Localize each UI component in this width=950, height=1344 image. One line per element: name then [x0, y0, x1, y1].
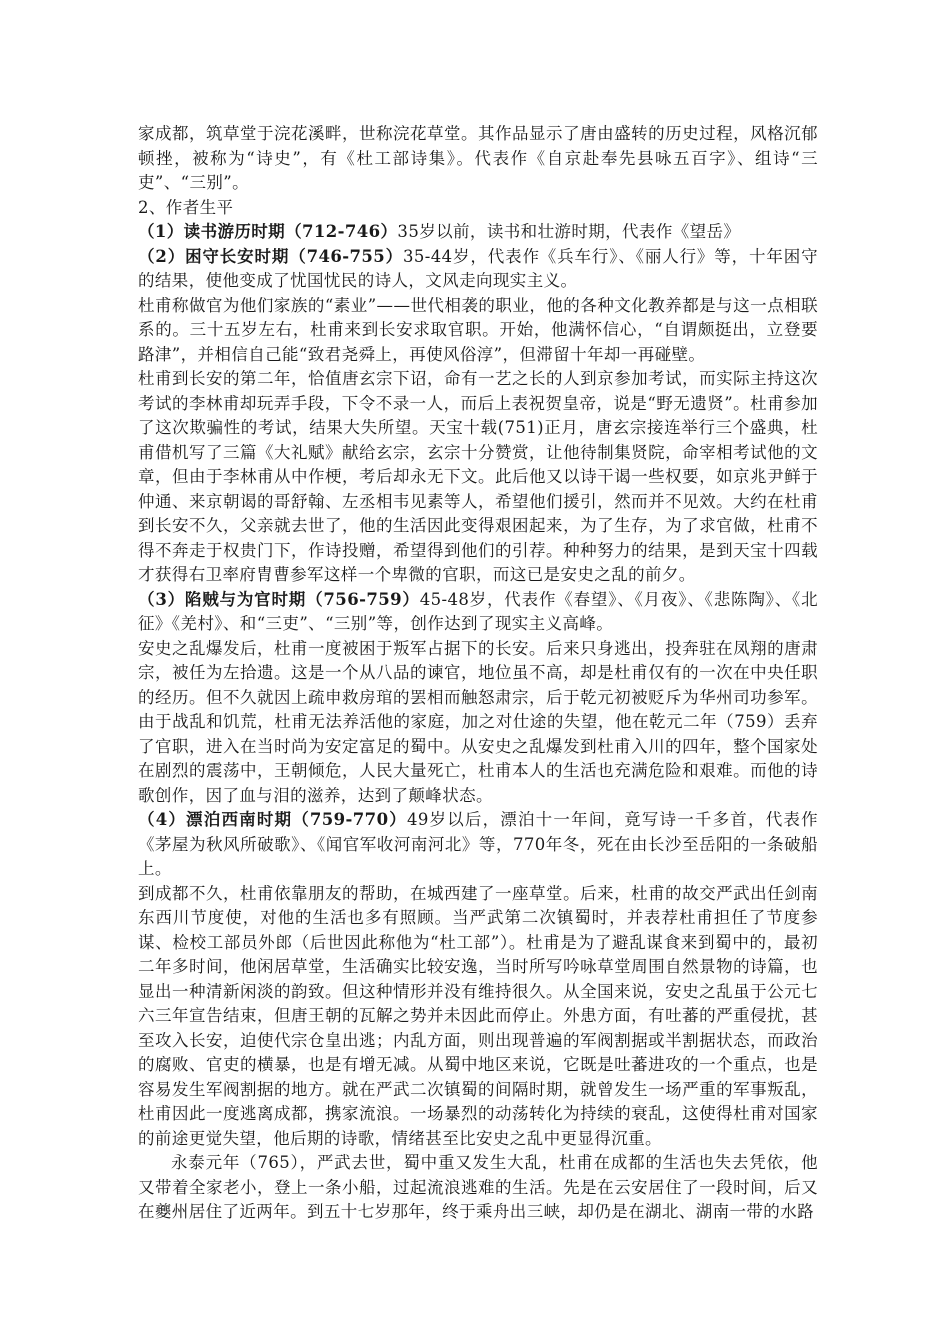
document-page [138, 122, 818, 1225]
paragraph-yongtai: 永泰元年（765），严武去世，蜀中重又发生大乱，杜甫在成都的生活也失去凭依，他又带着全家老小，登上一条小船，过起流浪逃难的生活。先是在云安居住了一段时间，后又在夔州居住了近两年。到五十七岁那年，终于乘舟出三峡，却仍是在湖北、湖南一带的水路 [138, 1153, 818, 1221]
paragraph-chengdu: 到成都不久，杜甫依靠朋友的帮助，在城西建了一座草堂。后来，杜甫的故交严武出任剑南东西川节度使，对他的生活也多有照顾。当严武第二次镇蜀时，并表荐杜甫担任了节度参谋、检校工部员外郎（后世因此称他为“杜工部”）。杜甫是为了避乱谋食来到蜀中的，最初二年多时间，他闲居草堂，生活确实比较安逸，当时所写吟咏草堂周围自然景物的诗篇，也显出一种清新闲淡的韵致。但这种情形并没有维持很久。从全国来说，安史之乱虽于公元七六三年宣告结束，但唐王朝的瓦解之势并未因此而停止。外患方面，有吐蕃的严重侵扰，甚至攻入长安，迫使代宗仓皇出逃；内乱方面，则出现普遍的军阀割据或半割据状态，而政治的腐败、官吏的横暴，也是有增无减。从蜀中地区来说，它既是吐蕃进攻的一个重点，也是容易发生军阀割据的地方。就在严武二次镇蜀的间隔时期，就曾发生一场严重的军事叛乱，杜甫因此一度逃离成都，携家流浪。一场暴烈的动荡转化为持续的衰乱，这使得杜甫对国家的前途更觉失望，他后期的诗歌，情绪甚至比安史之乱中更显得沉重。 [138, 883, 818, 1148]
period-4-text: 49岁以后，漂泊十一年间，竟写诗一千多首，代表作《茅屋为秋风所破歌》、《闻官军收河南河北》等，770年冬，死在由长沙至岳阳的一条破船上。 [138, 810, 818, 878]
paragraph-anshi-rebellion: 安史之乱爆发后，杜甫一度被困于叛军占据下的长安。后来只身逃出，投奔驻在凤翔的唐肃宗，被任为左拾遗。这是一个从八品的谏官，地位虽不高，却是杜甫仅有的一次在中央任职的经历。但不久就因上疏申救房琯的罢相而触怒肃宗，后于乾元初被贬斥为华州司功参军。由于战乱和饥荒，杜甫无法养活他的家庭，加之对仕途的失望，他在乾元二年（759）丢弃了官职，进入在当时尚为安定富足的蜀中。从安史之乱爆发到杜甫入川的四年，整个国家处在剧烈的震荡中，王朝倾危，人民大量死亡，杜甫本人的生活也充满危险和艰难。而他的诗歌创作，因了血与泪的滋养，达到了颠峰状态。 [138, 638, 818, 805]
period-2-paragraph [138, 245, 818, 294]
period-1-text: 35岁以前，读书和壮游时期，代表作《望岳》 [397, 222, 741, 241]
section-heading-author-life: 2、作者生平 [138, 197, 234, 217]
period-1-title: （1）读书游历时期（712-746） [138, 222, 398, 241]
period-4-title: （4）漂泊西南时期（759-770） [138, 810, 407, 829]
period-3-text: 45-48岁，代表作《春望》、《月夜》、《悲陈陶》、《北征》《羌村》、和“三吏”、“三别”等，创作达到了现实主义高峰。 [138, 589, 818, 633]
paragraph-family-career: 杜甫称做官为他们家族的“素业”——世代相袭的职业，他的各种文化教养都是与这一点相联系的。三十五岁左右，杜甫来到长安求取官职。开始，他满怀信心，“自谓颇挺出，立登要路津”，并相信自己能“致君尧舜上，再使风俗淳”，但滞留十年却一再碰壁。 [138, 295, 818, 364]
paragraph-intro: 家成都，筑草堂于浣花溪畔，世称浣花草堂。其作品显示了唐由盛转的历史过程，风格沉郁顿挫，被称为“诗史”，有《杜工部诗集》。代表作《自京赴奉先县咏五百字》、组诗“三吏”、“三别”。 [138, 124, 818, 192]
period-4-paragraph [138, 808, 818, 882]
period-3-title: （3）陷贼与为官时期（756-759） [138, 589, 420, 609]
period-1-paragraph [138, 220, 818, 245]
paragraph-changan-exam: 杜甫到长安的第二年，恰值唐玄宗下诏，命有一艺之长的人到京参加考试，而实际主持这次考试的李林甫却玩弄手段，下令不录一人，而后上表祝贺皇帝，说是“野无遗贤”。杜甫参加了这次欺骗性的考试，结果大失所望。天宝十载(751)正月，唐玄宗接连举行三个盛典，杜甫借机写了三篇《大礼赋》献给玄宗，玄宗十分赞赏，让他待制集贤院，命宰相考试他的文章，但由于李林甫从中作梗，考后却永无下文。此后他又以诗干谒一些权要，如京兆尹鲜于仲通、来京朝谒的哥舒翰、左丞相韦见素等人，希望他们援引，然而并不见效。大约在杜甫到长安不久，父亲就去世了，他的生活因此变得艰困起来，为了生存，为了求官做，杜甫不得不奔走于权贵门下，作诗投赠，希望得到他们的引荐。种种努力的结果，是到天宝十四载才获得右卫率府胄曹参军这样一个卑微的官职，而这已是安史之乱的前夕。 [138, 369, 818, 584]
period-2-title: （2）困守长安时期（746-755） [138, 246, 403, 266]
period-2-text: 35-44岁，代表作《兵车行》、《丽人行》等，十年困守的结果，使他变成了忧国忧民的诗人，文风走向现实主义。 [138, 246, 818, 290]
period-3-paragraph [138, 588, 818, 637]
